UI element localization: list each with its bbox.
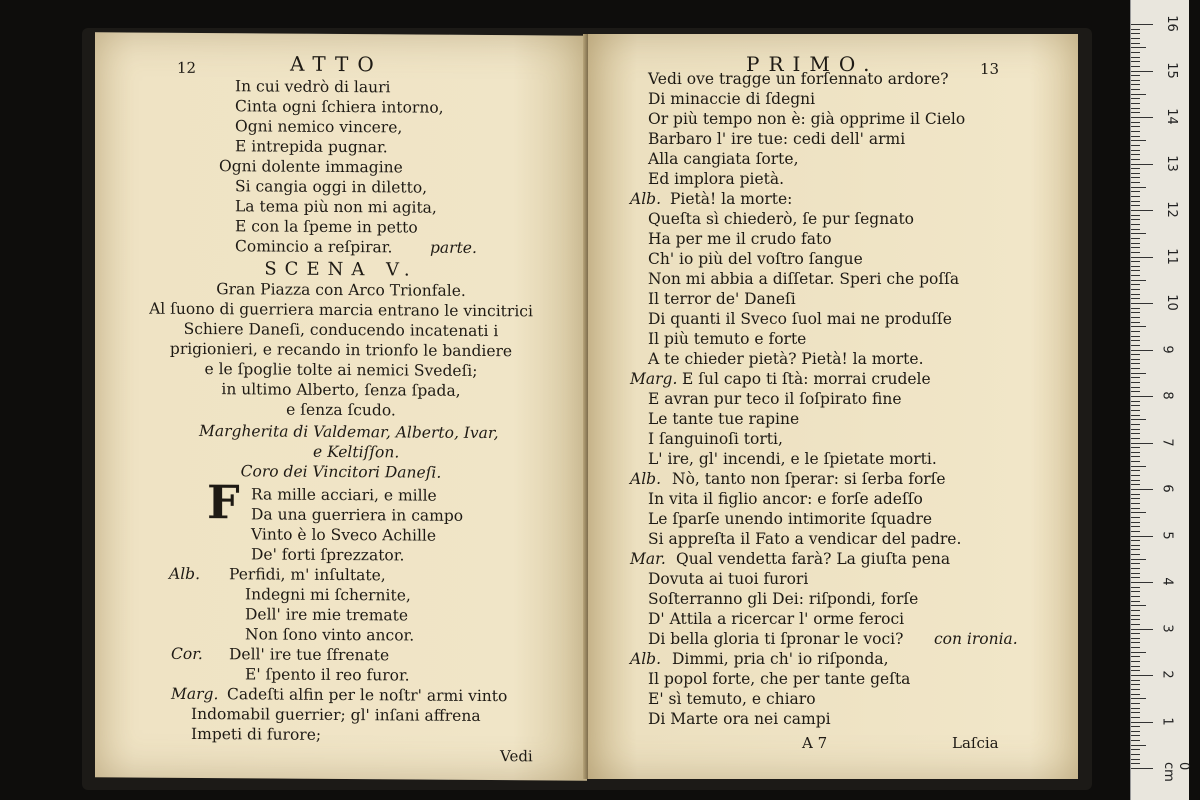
ruler-tick — [1131, 438, 1140, 439]
ruler-tick — [1131, 415, 1140, 416]
ruler-tick — [1131, 745, 1146, 746]
ruler-tick — [1131, 38, 1140, 39]
ruler-tick — [1131, 670, 1140, 671]
ruler-tick — [1131, 740, 1140, 741]
ruler-tick — [1131, 382, 1140, 383]
ruler-tick — [1131, 642, 1140, 643]
ruler-tick — [1131, 484, 1140, 485]
ruler-tick — [1131, 759, 1140, 760]
chorus-heading: Coro dei Vincitori Daneſi. — [240, 462, 442, 482]
direction-line: prigionieri, e recando in trionfo le bandiere — [169, 339, 513, 361]
ruler-tick — [1131, 252, 1140, 253]
speaker-label: Alb. — [630, 650, 661, 668]
ruler-tick — [1131, 722, 1153, 723]
dialogue-line: Il popol forte, che per tante geſta — [648, 670, 911, 688]
verse-line: Or più tempo non è: già opprime il Cielo — [648, 110, 966, 128]
ruler-tick — [1131, 531, 1140, 532]
scene-heading: SCENA V. — [264, 258, 418, 281]
ruler-tick — [1131, 359, 1140, 360]
ruler-tick — [1131, 549, 1140, 550]
ruler-tick — [1131, 312, 1140, 313]
ruler-tick — [1131, 164, 1153, 165]
ruler-tick — [1131, 75, 1140, 76]
dialogue-line: Di Marte ora nei campi — [648, 710, 831, 728]
ruler-tick — [1131, 247, 1140, 248]
ruler-tick — [1131, 57, 1140, 58]
ruler-tick — [1131, 698, 1146, 699]
ruler-tick — [1131, 219, 1140, 220]
ruler-tick — [1131, 754, 1140, 755]
ruler-tick — [1131, 633, 1140, 634]
ruler-tick — [1131, 429, 1140, 430]
ruler-tick — [1131, 587, 1140, 588]
ruler-tick — [1131, 270, 1140, 271]
catchword: Laſcia — [952, 734, 999, 752]
dialogue-line: Ha per me il crudo fato — [648, 230, 832, 248]
dialogue-line: Si appreſta il Fato a vendicar del padre. — [648, 530, 962, 548]
dialogue-line: Indegni mi ſchernite, — [245, 585, 411, 605]
ruler-tick — [1131, 456, 1140, 457]
ruler-tick — [1131, 652, 1146, 653]
dialogue-line: Le tante tue rapine — [648, 410, 800, 428]
dialogue-line: D' Attila a ricercar l' orme feroci — [648, 610, 905, 628]
ruler-tick — [1131, 289, 1140, 290]
ruler-tick — [1131, 508, 1140, 509]
speaker-label: Alb. — [169, 564, 200, 584]
dialogue-line: L' ire, gl' incendi, e le ſpietate morti. — [648, 450, 937, 468]
ruler-tick — [1131, 596, 1140, 597]
speaker-label: Marg. — [171, 684, 219, 704]
speaker-label: Cor. — [171, 644, 203, 664]
dialogue-line: A te chieder pietà? Pietà! la morte. — [648, 350, 924, 368]
ruler-tick — [1131, 187, 1146, 188]
ruler-tick — [1131, 363, 1140, 364]
ruler-tick — [1131, 638, 1140, 639]
ruler-label: 12 — [1163, 201, 1179, 218]
ruler-tick — [1131, 433, 1140, 434]
stage-exit: parte. — [430, 238, 477, 257]
speaker-label: Marg. — [630, 370, 678, 388]
dialogue-line: Indomabil guerrier; gl' inſani affrena — [191, 704, 481, 725]
ruler-tick — [1131, 354, 1140, 355]
ruler-tick — [1131, 396, 1153, 397]
catchword: Vedi — [500, 747, 533, 766]
ruler-tick — [1131, 84, 1140, 85]
verse-line: Barbaro l' ire tue: cedi dell' armi — [648, 130, 906, 148]
ruler-tick — [1131, 540, 1140, 541]
ruler-tick — [1131, 503, 1140, 504]
ruler-tick — [1131, 694, 1140, 695]
dialogue-line: Non ſono vinto ancor. — [245, 625, 415, 645]
ruler-tick — [1131, 266, 1140, 267]
ruler-tick — [1131, 401, 1140, 402]
direction-line: Al ſuono di guerriera marcia entrano le vincitrici — [149, 299, 533, 321]
ruler-tick — [1131, 712, 1140, 713]
ruler-tick — [1131, 419, 1146, 420]
ruler-label: 2 — [1159, 670, 1175, 679]
left-running-head: ATTO — [290, 51, 383, 77]
verse-line: Vedi ove tragge un forſennato ardore? — [648, 70, 949, 88]
ruler-tick — [1131, 89, 1140, 90]
dialogue-line: Dimmi, pria ch' io riſponda, — [672, 650, 889, 668]
ruler-tick — [1131, 684, 1140, 685]
ruler-tick — [1131, 498, 1140, 499]
ruler-tick — [1131, 108, 1140, 109]
verse-line: Ed implora pietà. — [648, 170, 785, 188]
ruler-tick — [1131, 573, 1140, 574]
ruler-tick — [1131, 577, 1140, 578]
dialogue-line: Di bella gloria ti ſpronar le voci? — [648, 630, 904, 648]
ruler-tick — [1131, 112, 1140, 113]
ruler-tick — [1131, 526, 1140, 527]
chorus-line: Ra mille acciari, e mille — [251, 485, 437, 505]
ruler-tick — [1131, 763, 1140, 764]
ruler-tick — [1131, 243, 1140, 244]
dialogue-line: E avran pur teco il ſoſpirato fine — [648, 390, 902, 408]
ruler-tick — [1131, 238, 1140, 239]
ruler-tick — [1131, 24, 1153, 25]
ruler-tick — [1131, 512, 1146, 513]
ruler-tick — [1131, 749, 1140, 750]
chorus-line: Da una guerriera in campo — [251, 505, 464, 525]
ruler-tick — [1131, 66, 1140, 67]
dialogue-line: E' sì temuto, e chiaro — [648, 690, 816, 708]
ruler-tick — [1131, 345, 1140, 346]
ruler-tick — [1131, 768, 1153, 769]
ruler-label: 1 — [1159, 716, 1175, 726]
ruler-tick — [1131, 517, 1140, 518]
ruler-tick — [1131, 340, 1140, 341]
ruler-tick — [1131, 405, 1140, 406]
ruler-tick — [1131, 261, 1140, 262]
ruler-tick — [1131, 61, 1140, 62]
ruler-tick — [1131, 33, 1140, 34]
ruler-unit-label: 0 cm — [1161, 762, 1191, 782]
dialogue-line: I ſanguinoſi torti, — [648, 430, 783, 448]
ruler-tick — [1131, 624, 1140, 625]
ruler-tick — [1131, 619, 1140, 620]
ruler-tick — [1131, 177, 1140, 178]
ruler-tick — [1131, 536, 1153, 537]
dialogue-line: Dell' ire tue ſfrenate — [229, 645, 390, 665]
ruler-tick — [1131, 233, 1146, 234]
dialogue-line: In vita il figlio ancor: e forſe adeſſo — [648, 490, 923, 508]
verse-line: E intrepida pugnar. — [235, 137, 388, 157]
verse-line: Ogni dolente immagine — [219, 157, 403, 177]
ruler-label: 11 — [1163, 247, 1179, 265]
ruler-tick — [1131, 154, 1140, 155]
ruler-tick — [1131, 173, 1140, 174]
verse-line: Cinta ogni ſchiera intorno, — [235, 97, 444, 117]
ruler-tick — [1131, 661, 1140, 662]
ruler-label: 8 — [1159, 391, 1175, 400]
ruler-tick — [1131, 182, 1140, 183]
ruler-tick — [1131, 257, 1153, 258]
dialogue-line: Dovuta ai tuoi furori — [648, 570, 809, 588]
ruler-tick — [1131, 336, 1140, 337]
ruler-tick — [1131, 326, 1146, 327]
verse-line: La tema più non mi agita, — [235, 197, 437, 217]
ruler-tick — [1131, 71, 1153, 72]
verse-line: Di minaccie di ſdegni — [648, 90, 816, 108]
ruler-tick — [1131, 610, 1140, 611]
ruler-tick — [1131, 373, 1146, 374]
ruler-tick — [1131, 350, 1153, 351]
ruler-tick — [1131, 47, 1146, 48]
ruler-tick — [1131, 470, 1140, 471]
ruler-label: 16 — [1163, 15, 1179, 32]
ruler-tick — [1131, 126, 1140, 127]
dialogue-line: Qual vendetta farà? La giuſta pena — [676, 550, 951, 568]
ruler-tick — [1131, 140, 1146, 141]
aside-direction: con ironia. — [934, 630, 1018, 648]
ruler-tick — [1131, 210, 1153, 211]
dialogue-line: Impeti di furore; — [191, 724, 322, 744]
direction-line: Schiere Daneſi, conducendo incatenati i — [183, 319, 499, 341]
ruler-tick — [1131, 387, 1140, 388]
dialogue-line: Soſterranno gli Dei: riſpondi, forſe — [648, 590, 919, 608]
ruler-label: 7 — [1159, 437, 1175, 447]
ruler-label: 9 — [1159, 344, 1175, 354]
ruler-tick — [1131, 591, 1140, 592]
dialogue-line: Cadeſti alfin per le noſtr' armi vinto — [227, 685, 508, 706]
dialogue-line: Le ſparſe unendo intimorite ſquadre — [648, 510, 933, 528]
ruler-tick — [1131, 122, 1140, 123]
dialogue-line: Perfidi, m' inſultate, — [229, 565, 386, 585]
ruler-tick — [1131, 568, 1140, 569]
speaker-label: Alb. — [630, 470, 661, 488]
ruler-label: 6 — [1159, 484, 1175, 493]
ruler-tick — [1131, 443, 1153, 444]
ruler-tick — [1131, 466, 1146, 467]
ruler-tick — [1131, 717, 1140, 718]
dialogue-line: Di quanti il Sveco ſuol mai ne produſſe — [648, 310, 952, 328]
ruler-tick — [1131, 284, 1140, 285]
verse-line: Ogni nemico vincere, — [235, 117, 403, 137]
ruler-tick — [1131, 559, 1146, 560]
ruler-tick — [1131, 201, 1140, 202]
ruler-tick — [1131, 731, 1140, 732]
verse-line: Comincio a reſpirar. — [235, 237, 393, 257]
dialogue-line: Dell' ire mie tremate — [245, 605, 409, 625]
ruler-tick — [1131, 629, 1153, 630]
dialogue-line: Nò, tanto non ſperar: si ſerba forſe — [672, 470, 946, 488]
ruler-tick — [1131, 229, 1140, 230]
ruler-tick — [1131, 294, 1140, 295]
ruler-tick — [1131, 545, 1140, 546]
ruler-tick — [1131, 303, 1153, 304]
ruler-label: 15 — [1163, 61, 1179, 79]
dialogue-line: Il più temuto e forte — [648, 330, 807, 348]
character-list-cont: e Keltiſſon. — [313, 442, 400, 462]
dialogue-line: Il terror de' Daneſi — [648, 290, 796, 308]
ruler-tick — [1131, 317, 1140, 318]
speaker-label: Alb. — [630, 190, 661, 208]
ruler-tick — [1131, 298, 1140, 299]
ruler-tick — [1131, 280, 1146, 281]
ruler-tick — [1131, 52, 1140, 53]
ruler-tick — [1131, 424, 1140, 425]
dialogue-line: E ſul capo ti ſtà: morrai crudele — [682, 370, 931, 388]
ruler-tick — [1131, 554, 1140, 555]
ruler-tick — [1131, 447, 1140, 448]
ruler-tick — [1131, 196, 1140, 197]
ruler-tick — [1131, 168, 1140, 169]
speaker-label: Mar. — [630, 550, 666, 568]
measurement-ruler — [1130, 0, 1189, 800]
ruler-tick — [1131, 331, 1140, 332]
ruler-tick — [1131, 461, 1140, 462]
ruler-tick — [1131, 605, 1146, 606]
verse-line: E con la ſpeme in petto — [235, 217, 418, 237]
ruler-tick — [1131, 708, 1140, 709]
verse-line: Si cangia oggi in diletto, — [235, 177, 428, 197]
signature-mark: A 7 — [802, 734, 828, 752]
ruler-tick — [1131, 308, 1140, 309]
ruler-tick — [1131, 689, 1140, 690]
right-page — [588, 34, 1078, 779]
scene-setting: Gran Piazza con Arco Trionfale. — [216, 280, 466, 300]
ruler-tick — [1131, 215, 1140, 216]
ruler-tick — [1131, 145, 1140, 146]
ruler-tick — [1131, 735, 1140, 736]
ruler-tick — [1131, 726, 1140, 727]
chorus-line: Vinto è lo Sveco Achille — [251, 525, 437, 545]
ruler-tick — [1131, 703, 1140, 704]
ruler-tick — [1131, 117, 1153, 118]
ruler-tick — [1131, 224, 1140, 225]
ruler-tick — [1131, 452, 1140, 453]
ruler-tick — [1131, 522, 1140, 523]
dialogue-line: Pietà! la morte: — [670, 190, 793, 208]
ruler-tick — [1131, 159, 1140, 160]
ruler-tick — [1131, 601, 1140, 602]
dialogue-line: Ch' io più del voſtro ſangue — [648, 250, 863, 268]
ruler-tick — [1131, 131, 1140, 132]
dialogue-line: Non mi abbia a diſſetar. Speri che poſſa — [648, 270, 960, 288]
ruler-tick — [1131, 647, 1140, 648]
ruler-tick — [1131, 322, 1140, 323]
ruler-tick — [1131, 480, 1140, 481]
ruler-tick — [1131, 368, 1140, 369]
ruler-tick — [1131, 94, 1146, 95]
verse-line: In cui vedrò di lauri — [235, 77, 391, 97]
right-running-head: PRIMO. — [746, 52, 879, 76]
ruler-tick — [1131, 615, 1140, 616]
ruler-tick — [1131, 377, 1140, 378]
ruler-tick — [1131, 80, 1140, 81]
ruler-tick — [1131, 675, 1153, 676]
direction-line: e le ſpoglie tolte ai nemici Svedeſi; — [204, 360, 478, 380]
direction-line: e ſenza ſcudo. — [286, 400, 396, 420]
ruler-tick — [1131, 150, 1140, 151]
ruler-label: 5 — [1159, 530, 1175, 540]
ruler-tick — [1131, 410, 1140, 411]
ruler-label: 14 — [1163, 108, 1179, 125]
ruler-tick — [1131, 29, 1140, 30]
ruler-tick — [1131, 563, 1140, 564]
ruler-label: 3 — [1159, 623, 1175, 633]
ruler-tick — [1131, 666, 1140, 667]
ruler-tick — [1131, 275, 1140, 276]
right-page-number: 13 — [980, 60, 1000, 78]
dialogue-line: Queſta sì chiederò, ſe pur ſegnato — [648, 210, 915, 228]
chorus-line: De' forti ſprezzator. — [251, 545, 405, 565]
ruler-tick — [1131, 494, 1140, 495]
ruler-tick — [1131, 680, 1140, 681]
ruler-tick — [1131, 205, 1140, 206]
ruler-tick — [1131, 191, 1140, 192]
dialogue-line: E' ſpento il reo furor. — [245, 665, 410, 685]
verse-line: Alla cangiata ſorte, — [648, 150, 799, 168]
ruler-tick — [1131, 582, 1153, 583]
ruler-tick — [1131, 136, 1140, 137]
left-page-number: 12 — [177, 58, 197, 77]
ruler-tick — [1131, 98, 1140, 99]
ruler-label: 10 — [1163, 294, 1179, 311]
direction-line: in ultimo Alberto, ſenza ſpada, — [221, 380, 461, 400]
left-page — [95, 32, 587, 780]
ruler-tick — [1131, 489, 1153, 490]
ruler-tick — [1131, 43, 1140, 44]
ruler-tick — [1131, 391, 1140, 392]
drop-cap: F — [207, 475, 240, 530]
ruler-tick — [1131, 103, 1140, 104]
ruler-tick — [1131, 475, 1140, 476]
ruler-label: 4 — [1159, 577, 1175, 586]
ruler-tick — [1131, 656, 1140, 657]
ruler-label: 13 — [1163, 154, 1179, 172]
character-list: Margherita di Valdemar, Alberto, Ivar, — [199, 422, 499, 443]
